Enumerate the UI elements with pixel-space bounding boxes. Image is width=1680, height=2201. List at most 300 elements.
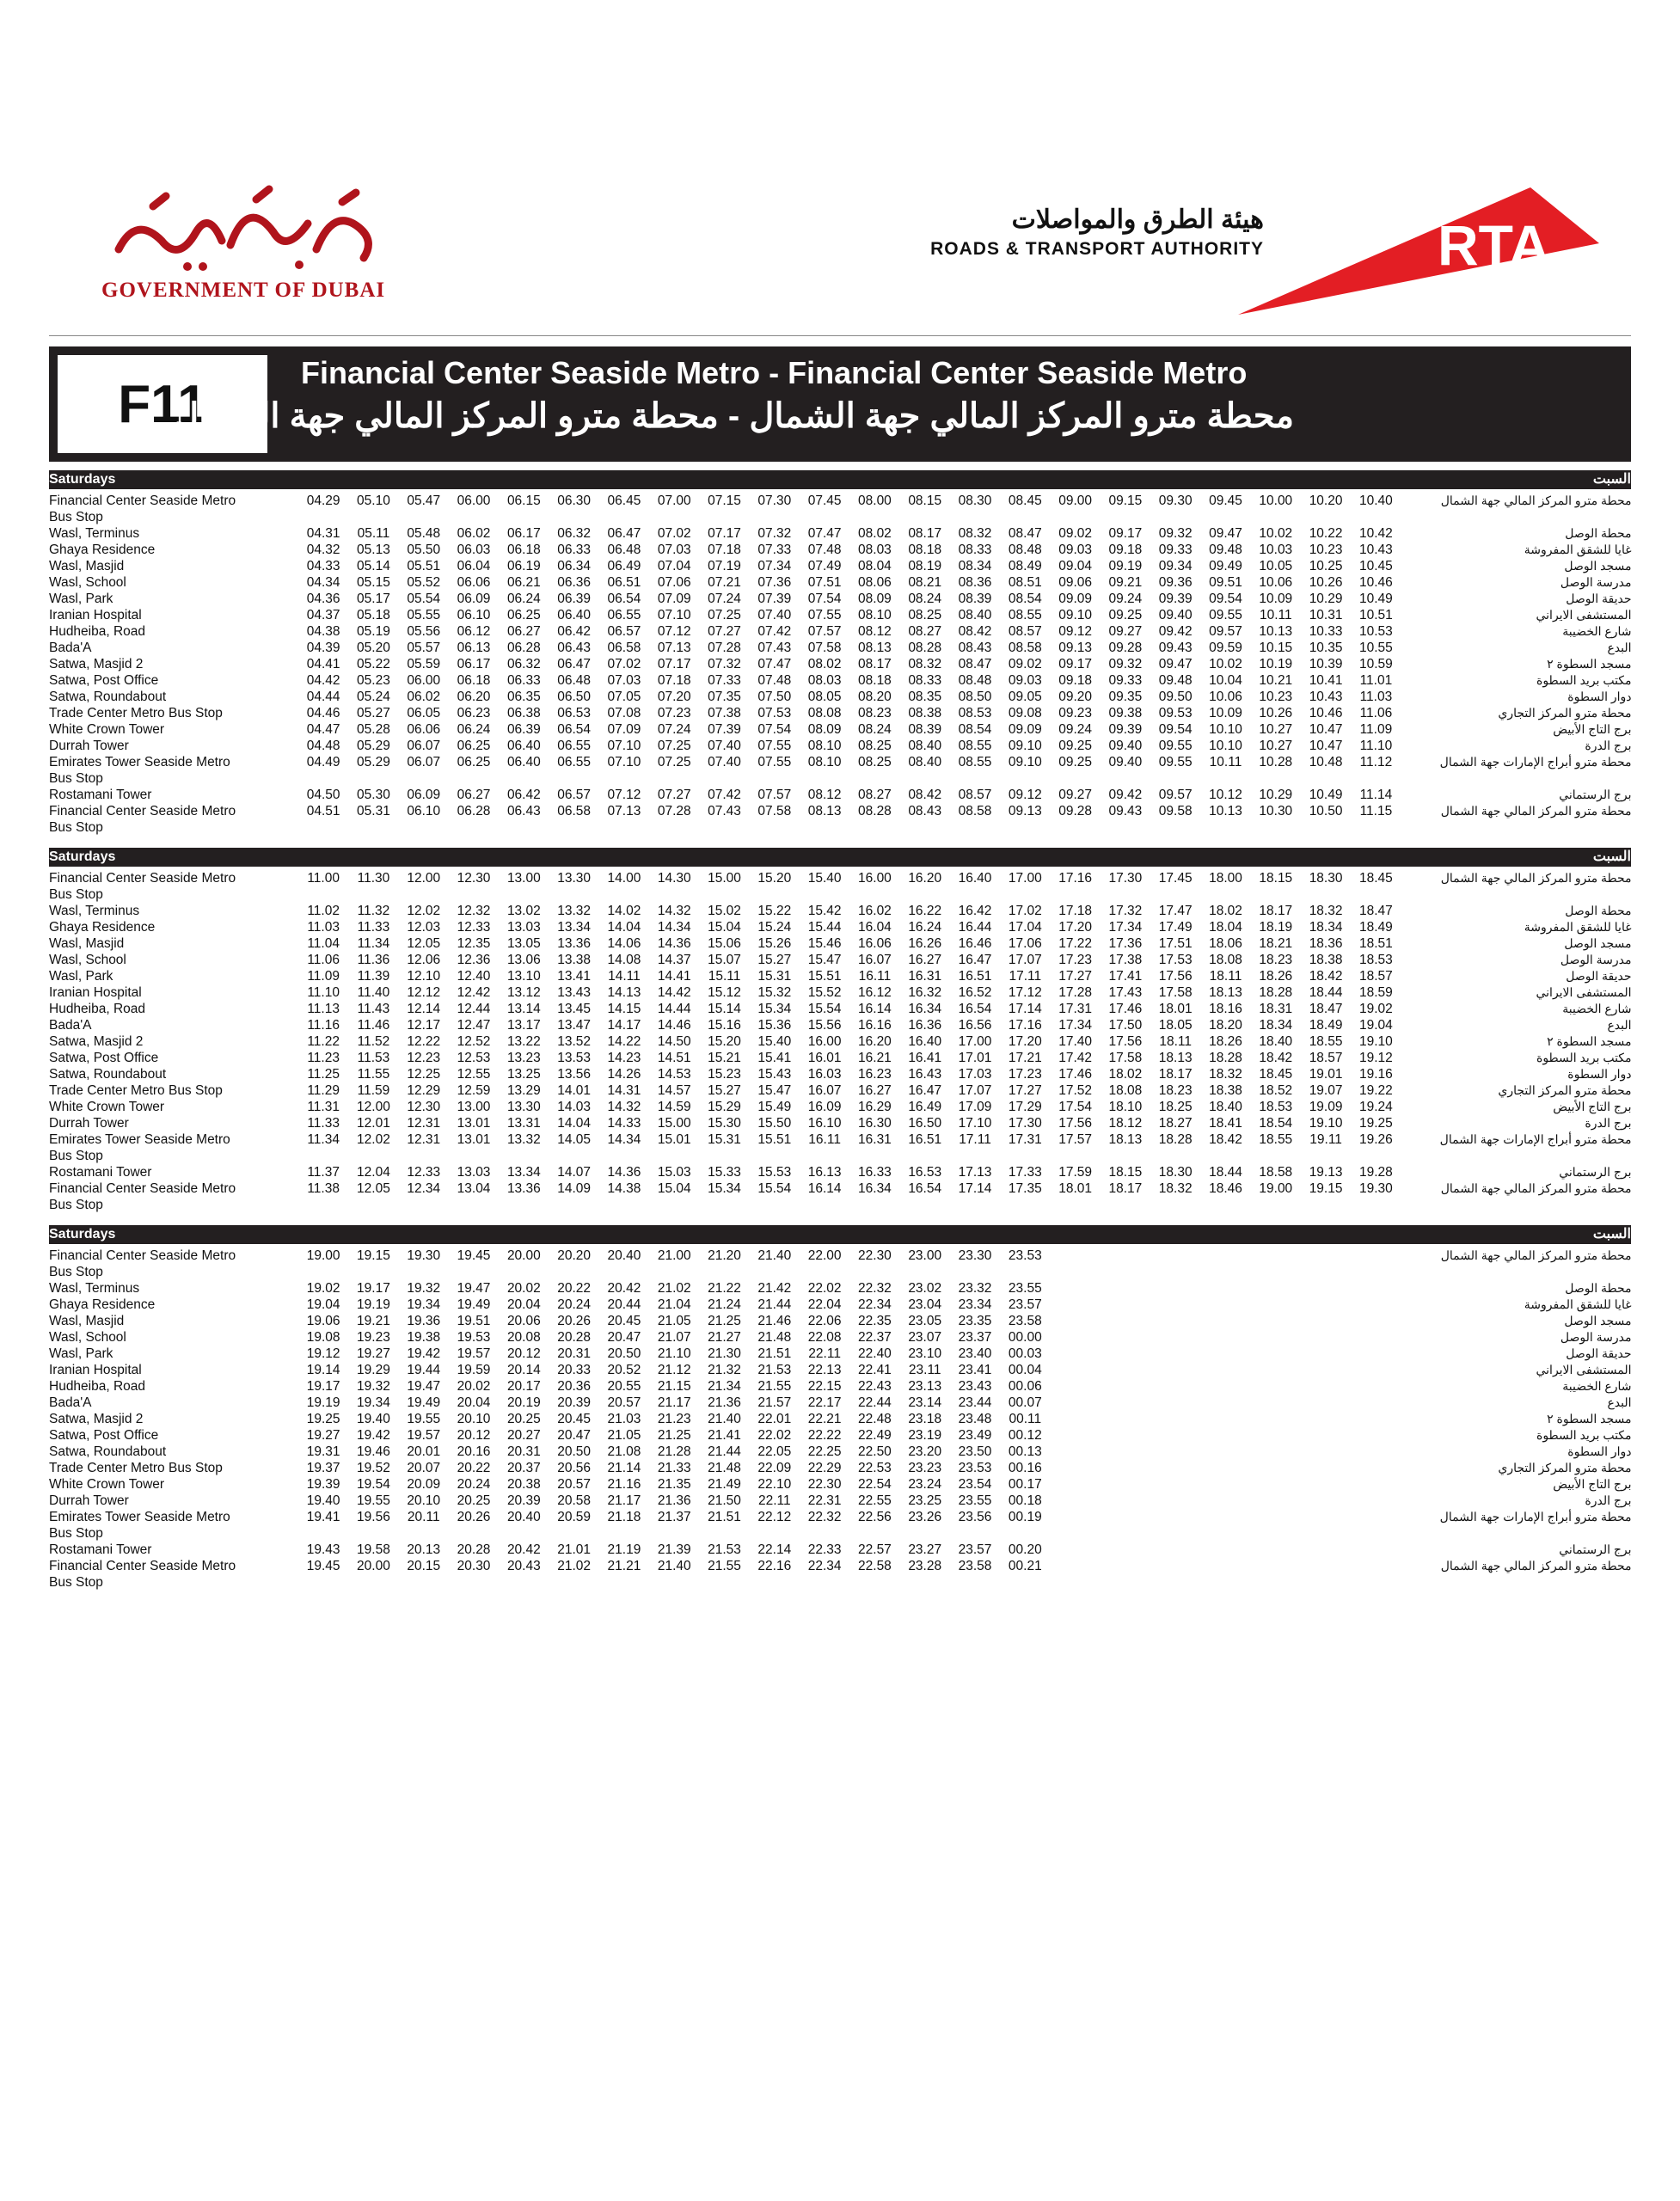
departure-time: 11.23 [307, 1051, 340, 1065]
departure-time: 13.32 [506, 1132, 541, 1147]
departure-time: 07.24 [708, 592, 741, 606]
departure-time: 06.28 [457, 804, 491, 818]
departure-time: 23.28 [908, 1559, 942, 1573]
departure-time: 20.00 [357, 1559, 390, 1573]
gov-text: GOVERNMENT OF DUBAI [101, 279, 386, 302]
departure-time: 20.42 [506, 1542, 541, 1557]
departure-time: 18.15 [1259, 871, 1293, 886]
departure-time: 12.33 [457, 920, 491, 935]
departure-time: 19.34 [407, 1297, 441, 1312]
departure-time: 22.09 [757, 1461, 792, 1475]
departure-time [1150, 1427, 1200, 1444]
departure-time: 11.39 [357, 969, 390, 984]
stop-name-english [49, 787, 298, 803]
departure-time: 10.02 [1209, 657, 1242, 671]
departure-time: 23.50 [958, 1444, 992, 1459]
departure-time: 21.19 [607, 1542, 641, 1557]
departure-time: 19.08 [306, 1330, 340, 1345]
departure-time: 18.31 [1259, 1002, 1293, 1016]
departure-time: 19.15 [1309, 1181, 1343, 1196]
departure-time: 13.03 [506, 920, 541, 935]
schedule-table [49, 1248, 1632, 1591]
departure-time: 00.17 [1008, 1477, 1042, 1492]
departure-time: 06.18 [457, 673, 491, 688]
departure-time: 08.24 [908, 592, 942, 606]
table-row [49, 754, 1632, 787]
departure-time: 16.11 [858, 969, 892, 984]
departure-time: 11.03 [307, 920, 340, 935]
departure-time [1301, 1542, 1351, 1558]
departure-time: 07.02 [607, 657, 641, 671]
departure-time: 14.46 [657, 1018, 691, 1033]
stop-name-line: Ghaya Residence [49, 920, 156, 935]
departure-time: 15.02 [708, 904, 741, 918]
departure-time: 06.35 [506, 690, 541, 704]
departure-time: 18.53 [1358, 953, 1393, 967]
stop-name-line: Financial Center Seaside Metro [49, 1248, 236, 1263]
departure-time: 14.17 [607, 1018, 641, 1033]
departure-time: 19.17 [357, 1281, 390, 1296]
departure-time: 09.54 [1158, 722, 1193, 737]
table-row [49, 558, 1632, 574]
departure-time: 04.44 [306, 690, 340, 704]
departure-time: 08.49 [1008, 559, 1042, 573]
departure-time: 16.53 [908, 1165, 942, 1180]
departure-time: 11.33 [307, 1116, 340, 1131]
departure-time: 05.50 [407, 543, 441, 557]
departure-time: 11.12 [1359, 755, 1393, 769]
departure-time: 20.28 [557, 1330, 592, 1345]
departure-time: 05.15 [357, 575, 390, 590]
departure-time: 18.27 [1158, 1116, 1193, 1131]
departure-time: 23.34 [958, 1297, 992, 1312]
departure-time: 19.29 [357, 1363, 390, 1377]
departure-time: 22.14 [757, 1542, 792, 1557]
stop-name-english [49, 591, 298, 607]
departure-time: 22.48 [858, 1412, 892, 1426]
departure-time: 15.20 [757, 871, 792, 886]
stop-name-arabic: محطة مترو المركز المالي جهة الشمال [1440, 1181, 1632, 1195]
departure-time: 09.35 [1108, 690, 1143, 704]
departure-time: 19.53 [457, 1330, 491, 1345]
departure-time: 14.53 [657, 1067, 691, 1082]
departure-time: 06.06 [407, 722, 441, 737]
departure-time: 22.01 [757, 1412, 792, 1426]
stop-name-line: Satwa, Roundabout [49, 690, 167, 704]
departure-time: 20.20 [557, 1248, 592, 1263]
departure-time: 07.19 [708, 559, 741, 573]
stop-name-line: Trade Center Metro Bus Stop [49, 1461, 223, 1475]
departure-time [1101, 1509, 1150, 1542]
departure-time: 10.26 [1309, 575, 1343, 590]
departure-time [1351, 1444, 1401, 1460]
departure-time: 11.36 [357, 953, 390, 967]
departure-time: 11.32 [357, 904, 390, 918]
departure-time: 15.53 [757, 1165, 792, 1180]
departure-time: 22.58 [858, 1559, 892, 1573]
departure-time: 16.02 [858, 904, 892, 918]
departure-time [1200, 1509, 1250, 1542]
departure-time: 12.55 [457, 1067, 491, 1082]
departure-time [1251, 1248, 1301, 1280]
stop-name-line: Bus Stop [49, 1265, 103, 1279]
departure-time: 09.25 [1108, 608, 1143, 622]
stop-name-arabic: محطة مترو أبراج الإمارات جهة الشمال [1439, 1510, 1632, 1524]
departure-time: 10.10 [1209, 739, 1242, 753]
departure-time: 07.38 [708, 706, 741, 720]
stop-name-arabic: مسجد الوصل [1564, 559, 1632, 573]
departure-time: 16.11 [808, 1132, 841, 1147]
departure-time: 08.40 [958, 608, 992, 622]
departure-time: 06.19 [506, 559, 541, 573]
departure-time: 14.41 [657, 969, 691, 984]
departure-time: 12.00 [407, 871, 441, 886]
departure-time: 13.45 [557, 1002, 592, 1016]
table-row [49, 1460, 1632, 1476]
departure-time: 06.40 [506, 755, 541, 769]
schedule-table [49, 493, 1632, 836]
departure-time [1101, 1346, 1150, 1362]
departure-time: 10.25 [1309, 559, 1343, 573]
stop-name-arabic: دوار السطوة [1567, 1444, 1632, 1458]
departure-time: 18.53 [1259, 1100, 1293, 1114]
departure-time [1200, 1395, 1250, 1411]
departure-time: 14.32 [657, 904, 691, 918]
departure-time: 19.47 [407, 1379, 441, 1394]
departure-time: 23.10 [908, 1346, 942, 1361]
departure-time: 17.12 [1008, 985, 1042, 1000]
departure-time: 18.20 [1209, 1018, 1242, 1033]
departure-time: 04.29 [306, 494, 340, 508]
departure-time: 07.51 [807, 575, 842, 590]
departure-time: 18.47 [1309, 1002, 1343, 1016]
departure-time: 00.06 [1008, 1379, 1042, 1394]
departure-time: 21.41 [708, 1428, 741, 1443]
departure-time: 05.29 [357, 739, 390, 753]
departure-time: 09.12 [1058, 624, 1092, 639]
departure-time: 11.14 [1359, 788, 1393, 802]
departure-time: 10.55 [1358, 641, 1393, 655]
departure-time: 07.27 [708, 624, 741, 639]
departure-time: 19.49 [407, 1395, 441, 1410]
departure-time: 18.57 [1358, 969, 1393, 984]
stop-name-english [49, 1131, 298, 1164]
departure-time: 19.16 [1358, 1067, 1393, 1082]
departure-time: 09.48 [1158, 673, 1193, 688]
stop-name-line: Rostamani Tower [49, 1165, 152, 1180]
departure-time: 15.51 [757, 1132, 792, 1147]
stop-name-english [49, 1362, 298, 1378]
departure-time: 18.19 [1259, 920, 1293, 935]
departure-time: 23.19 [908, 1428, 942, 1443]
departure-time: 23.23 [908, 1461, 942, 1475]
departure-time: 07.35 [708, 690, 741, 704]
departure-time: 20.26 [557, 1314, 592, 1328]
stop-name-english [49, 1001, 298, 1017]
departure-time: 10.53 [1358, 624, 1393, 639]
stop-name-english [49, 1082, 298, 1099]
departure-time: 06.24 [457, 722, 491, 737]
departure-time: 22.05 [757, 1444, 792, 1459]
departure-time: 18.41 [1209, 1116, 1242, 1131]
departure-time: 08.43 [958, 641, 992, 655]
departure-time: 15.20 [708, 1034, 741, 1049]
stop-name-arabic: دوار السطوة [1567, 690, 1632, 703]
departure-time: 22.40 [858, 1346, 892, 1361]
departure-time: 18.36 [1309, 936, 1343, 951]
rta-english-name: ROADS & TRANSPORT AUTHORITY [930, 239, 1264, 259]
timetable-section [49, 848, 1631, 1213]
departure-time: 10.04 [1209, 673, 1242, 688]
table-row [49, 1297, 1632, 1313]
departure-time: 22.55 [858, 1493, 892, 1508]
stop-name-english [49, 640, 298, 656]
departure-time: 09.27 [1058, 788, 1092, 802]
departure-time: 17.22 [1058, 936, 1092, 951]
departure-time: 13.22 [506, 1034, 541, 1049]
departure-time: 14.57 [657, 1083, 691, 1098]
departure-time: 06.24 [506, 592, 541, 606]
departure-time: 23.58 [1008, 1314, 1042, 1328]
departure-time: 11.38 [307, 1181, 340, 1196]
departure-time: 00.07 [1008, 1395, 1042, 1410]
departure-time: 18.25 [1158, 1100, 1193, 1114]
departure-time: 08.09 [858, 592, 892, 606]
table-row [49, 493, 1632, 525]
rta-logo-icon [1238, 179, 1599, 316]
departure-time: 10.42 [1358, 526, 1393, 541]
departure-time [1251, 1329, 1301, 1346]
departure-time: 13.32 [557, 904, 592, 918]
departure-time: 19.42 [407, 1346, 441, 1361]
departure-time: 19.12 [306, 1346, 340, 1361]
stop-name-line: Hudheiba, Road [49, 624, 146, 639]
stop-name-english [49, 903, 298, 919]
departure-time: 15.11 [708, 969, 741, 984]
departure-time: 21.03 [607, 1412, 641, 1426]
departure-time: 21.17 [607, 1493, 641, 1508]
departure-time: 22.57 [858, 1542, 892, 1557]
departure-time: 18.02 [1209, 904, 1242, 918]
departure-time [1301, 1558, 1351, 1591]
stop-name-line: Satwa, Masjid 2 [49, 657, 144, 671]
departure-time: 14.37 [657, 953, 691, 967]
departure-time [1351, 1280, 1401, 1297]
departure-time: 16.49 [908, 1100, 942, 1114]
departure-time: 08.28 [858, 804, 892, 818]
departure-time: 09.20 [1058, 690, 1092, 704]
departure-time: 20.55 [607, 1379, 641, 1394]
departure-time: 09.18 [1108, 543, 1143, 557]
departure-time: 19.10 [1309, 1116, 1343, 1131]
departure-time: 22.32 [807, 1510, 842, 1524]
stop-name-english [49, 1476, 298, 1493]
departure-time: 13.01 [457, 1132, 491, 1147]
departure-time: 08.17 [908, 526, 942, 541]
departure-time: 07.42 [708, 788, 741, 802]
departure-time: 18.28 [1259, 985, 1293, 1000]
departure-time: 18.23 [1158, 1083, 1193, 1098]
departure-time: 19.55 [407, 1412, 441, 1426]
departure-time [1251, 1378, 1301, 1395]
departure-time [1101, 1362, 1150, 1378]
departure-time: 10.41 [1309, 673, 1343, 688]
departure-time: 07.40 [708, 755, 741, 769]
departure-time [1200, 1444, 1250, 1460]
departure-time: 22.35 [858, 1314, 892, 1328]
departure-time: 21.36 [657, 1493, 691, 1508]
departure-time: 11.59 [357, 1083, 390, 1098]
departure-time: 17.53 [1158, 953, 1193, 967]
table-row [49, 968, 1632, 984]
departure-time: 14.00 [607, 871, 641, 886]
departure-time: 17.47 [1158, 904, 1193, 918]
departure-time: 12.42 [457, 985, 491, 1000]
departure-time: 23.58 [958, 1559, 992, 1573]
departure-time: 20.40 [506, 1510, 541, 1524]
departure-time: 14.59 [657, 1100, 691, 1114]
table-row [49, 1542, 1632, 1558]
departure-time: 15.33 [708, 1165, 741, 1180]
stop-name-line: Satwa, Post Office [49, 1428, 159, 1443]
departure-time: 14.51 [657, 1051, 691, 1065]
departure-time: 04.33 [306, 559, 340, 573]
departure-time: 05.27 [357, 706, 390, 720]
departure-time: 20.57 [557, 1477, 592, 1492]
departure-time: 06.00 [407, 673, 441, 688]
departure-time: 07.54 [757, 722, 792, 737]
departure-time: 07.03 [607, 673, 641, 688]
departure-time: 10.19 [1259, 657, 1293, 671]
departure-time: 15.04 [708, 920, 741, 935]
departure-time: 10.59 [1358, 657, 1393, 671]
departure-time: 23.26 [908, 1510, 942, 1524]
departure-time: 06.17 [506, 526, 541, 541]
departure-time: 11.43 [357, 1002, 390, 1016]
departure-time: 10.33 [1309, 624, 1343, 639]
departure-time: 18.34 [1309, 920, 1343, 935]
departure-time: 08.47 [958, 657, 992, 671]
departure-time [1150, 1509, 1200, 1542]
departure-time: 20.08 [506, 1330, 541, 1345]
departure-time: 06.39 [506, 722, 541, 737]
stop-name-line: Wasl, Masjid [49, 936, 125, 951]
stop-name-arabic: غايا للشقق المفروشة [1524, 920, 1632, 934]
departure-time [1101, 1248, 1150, 1280]
departure-time: 06.30 [557, 494, 592, 508]
departure-time: 04.36 [306, 592, 340, 606]
stop-name-arabic: شارع الخضيبة [1562, 1379, 1632, 1393]
departure-time: 19.39 [306, 1477, 340, 1492]
table-row [49, 952, 1632, 968]
departure-time: 07.18 [708, 543, 741, 557]
stop-name-english [49, 738, 298, 754]
departure-time: 20.45 [557, 1412, 592, 1426]
departure-time: 19.00 [1259, 1181, 1293, 1196]
departure-time: 21.51 [757, 1346, 792, 1361]
departure-time: 15.24 [757, 920, 792, 935]
departure-time [1351, 1427, 1401, 1444]
departure-time: 19.31 [306, 1444, 340, 1459]
departure-time: 16.40 [908, 1034, 942, 1049]
departure-time: 16.04 [858, 920, 892, 935]
departure-time: 08.39 [908, 722, 942, 737]
departure-time: 12.05 [407, 936, 441, 951]
stop-name-line: Bada'A [49, 1018, 92, 1033]
departure-time: 17.07 [1008, 953, 1042, 967]
departure-time: 07.43 [708, 804, 741, 818]
departure-time: 23.54 [958, 1477, 992, 1492]
stop-name-arabic: محطة الوصل [1565, 526, 1632, 540]
departure-time: 19.07 [1309, 1083, 1343, 1098]
departure-time: 18.01 [1058, 1181, 1092, 1196]
departure-time: 05.48 [407, 526, 441, 541]
departure-time: 12.52 [457, 1034, 491, 1049]
stop-name-arabic: مكتب بريد السطوة [1536, 1051, 1632, 1064]
stop-name-english [49, 1297, 298, 1313]
stop-name-line: Wasl, School [49, 953, 126, 967]
day-label-arabic: السبت [1592, 1227, 1631, 1242]
departure-time: 07.23 [657, 706, 691, 720]
departure-time: 19.32 [407, 1281, 441, 1296]
stop-name-english [49, 1033, 298, 1050]
departure-time: 12.40 [457, 969, 491, 984]
departure-time: 11.52 [357, 1034, 390, 1049]
departure-time: 10.05 [1259, 559, 1293, 573]
departure-time: 17.33 [1008, 1165, 1042, 1180]
departure-time: 08.12 [807, 788, 842, 802]
departure-time: 21.48 [708, 1461, 741, 1475]
stop-name-english [49, 1180, 298, 1213]
departure-time: 18.32 [1209, 1067, 1242, 1082]
departure-time: 21.07 [657, 1330, 691, 1345]
departure-time: 17.54 [1058, 1100, 1092, 1114]
departure-time: 08.13 [807, 804, 842, 818]
departure-time: 08.27 [858, 788, 892, 802]
stop-name-arabic: برج التاج الأبيض [1553, 1100, 1632, 1113]
departure-time: 10.13 [1209, 804, 1242, 818]
stop-name-arabic: غايا للشقق المفروشة [1524, 543, 1632, 556]
stop-name-line: Bada'A [49, 1395, 92, 1410]
departure-time: 18.47 [1358, 904, 1393, 918]
departure-time: 21.04 [657, 1297, 691, 1312]
departure-time: 13.00 [506, 871, 541, 886]
departure-time: 09.33 [1158, 543, 1193, 557]
departure-time: 10.46 [1309, 706, 1343, 720]
departure-time: 21.21 [607, 1559, 641, 1573]
departure-time: 10.29 [1259, 788, 1293, 802]
departure-time: 09.48 [1209, 543, 1242, 557]
departure-time: 05.31 [357, 804, 390, 818]
departure-time: 05.13 [357, 543, 390, 557]
departure-time: 22.15 [807, 1379, 842, 1394]
departure-time [1351, 1509, 1401, 1542]
departure-time: 13.17 [506, 1018, 541, 1033]
departure-time: 17.09 [958, 1100, 992, 1114]
stop-name-arabic: مسجد السطوة ٢ [1547, 1412, 1632, 1425]
departure-time: 11.06 [1359, 706, 1393, 720]
departure-time: 14.36 [657, 936, 691, 951]
departure-time: 17.58 [1158, 985, 1193, 1000]
departure-time: 22.37 [858, 1330, 892, 1345]
stop-name-line: Bus Stop [49, 1149, 103, 1163]
departure-time [1150, 1297, 1200, 1313]
departure-time: 17.06 [1008, 936, 1042, 951]
departure-time [1251, 1280, 1301, 1297]
departure-time: 11.29 [307, 1083, 340, 1098]
table-row [49, 623, 1632, 640]
departure-time: 10.22 [1309, 526, 1343, 541]
